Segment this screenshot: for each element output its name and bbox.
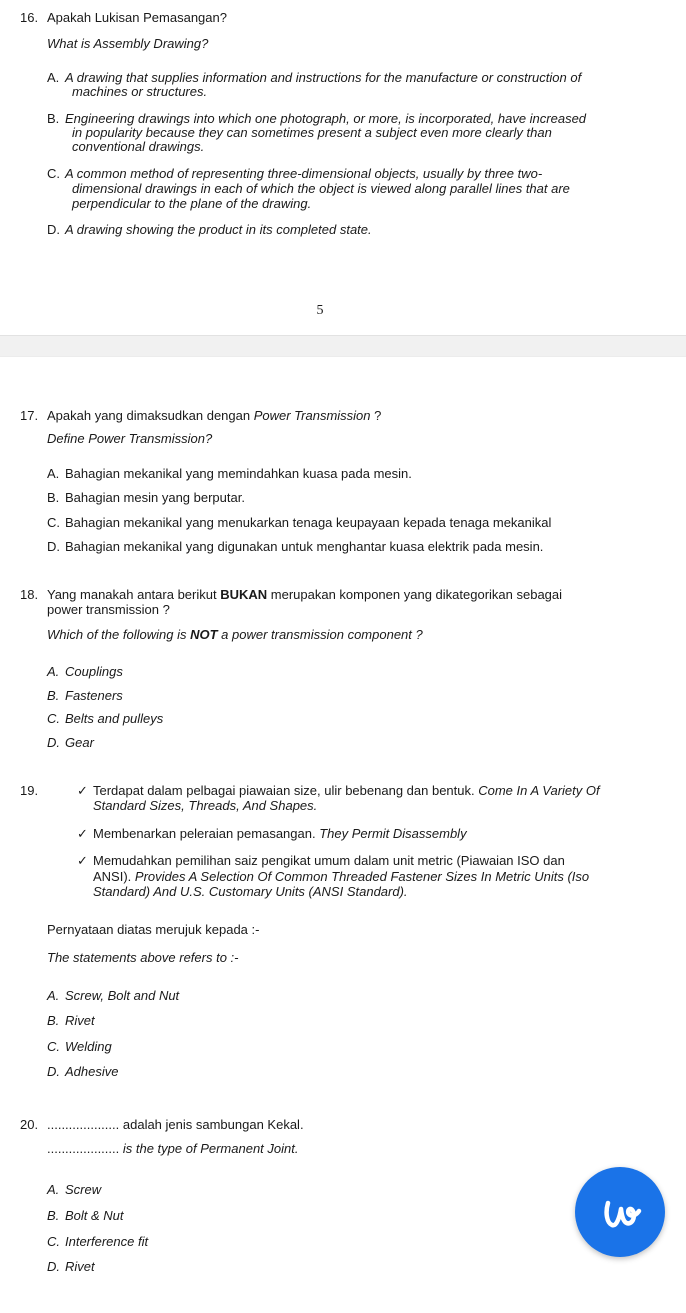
q20-malay: .................... adalah jenis sambungan Kekal. [47, 1117, 304, 1132]
q18-malay: Yang manakah antara berikut BUKAN merupakan komponen yang dikategorikan sebagai [47, 587, 563, 602]
q19-option-d: D. Adhesive [47, 1064, 119, 1079]
q16-option-b-line2: in popularity because they can sometimes present a subject even more clearly than [72, 125, 552, 140]
q18-option-d: D. Gear [47, 735, 94, 750]
q17-option-a: A. Bahagian mekanikal yang memindahkan kuasa pada mesin. [47, 466, 412, 481]
q16-option-b: B. Engineering drawings into which one photograph, or more, is incorporated, have increased [47, 111, 587, 126]
q17-malay: Apakah yang dimaksudkan dengan Power Transmission ? [47, 408, 382, 423]
q20-number: 20. [20, 1117, 39, 1132]
q16-option-a-line2: machines or structures. [72, 84, 208, 99]
q20-option-c: C. Interference fit [47, 1234, 149, 1249]
q16-option-c: C. A common method of representing three-dimensional objects, usually by three two- [47, 166, 543, 181]
q16-option-c-line3: perpendicular to the plane of the drawing. [72, 196, 312, 211]
q17-english: Define Power Transmission? [47, 431, 213, 446]
q20-option-b: B. Bolt & Nut [47, 1208, 124, 1223]
q16-option-b-line3: conventional drawings. [72, 139, 205, 154]
q19-option-c: C. Welding [47, 1039, 112, 1054]
q16-option-c-line2: dimensional drawings in each of which the object is viewed along parallel lines that are [72, 181, 570, 196]
q17-number: 17. [20, 408, 39, 423]
q19-statement-2: ✓ Membenarkan peleraian pemasangan. They Permit Disassembly [77, 826, 467, 841]
q18-option-b: B. Fasteners [47, 688, 123, 703]
q19-malay-question: Pernyataan diatas merujuk kepada :- [47, 922, 260, 937]
q18-malay-line2: power transmission ? [47, 602, 170, 617]
q19-statement-3-line3: Standard) And U.S. Customary Units (ANSI Standard). [93, 884, 408, 899]
q19-option-a: A. Screw, Bolt and Nut [47, 988, 180, 1003]
q19-english-question: The statements above refers to :- [47, 950, 239, 965]
page-break [0, 335, 686, 357]
q18-option-c: C. Belts and pulleys [47, 711, 164, 726]
handwriting-fab-button[interactable] [575, 1167, 665, 1257]
q19-statement-1-line2: Standard Sizes, Threads, And Shapes. [93, 798, 318, 813]
answer-blank: .................... [47, 1117, 120, 1132]
q17-option-c: C. Bahagian mekanikal yang menukarkan tenaga keupayaan kepada tenaga mekanikal [47, 515, 552, 530]
q18-english: Which of the following is NOT a power transmission component ? [47, 627, 423, 642]
q19-statement-3: ✓ Memudahkan pemilihan saiz pengikat umum dalam unit metric (Piawaian ISO dan [77, 853, 565, 868]
q20-option-a: A. Screw [47, 1182, 102, 1197]
q16-option-a: A. A drawing that supplies information and instructions for the manufacture or construction of [47, 70, 582, 85]
page-number: 5 [316, 303, 324, 318]
q19-statement-3-line2: ANSI). Provides A Selection Of Common Threaded Fastener Sizes In Metric Units (Iso [93, 869, 590, 884]
check-icon: ✓ [77, 826, 88, 841]
q17-option-b: B. Bahagian mesin yang berputar. [47, 490, 245, 505]
check-icon: ✓ [77, 853, 88, 868]
q16-number: 16. [20, 10, 39, 25]
answer-blank: .................... [47, 1141, 120, 1156]
q17-option-d: D. Bahagian mekanikal yang digunakan untuk menghantar kuasa elektrik pada mesin. [47, 539, 544, 554]
check-icon: ✓ [77, 783, 88, 798]
q16-english: What is Assembly Drawing? [47, 36, 209, 51]
q16-option-d: D. A drawing showing the product in its completed state. [47, 222, 372, 237]
q20-option-d: D. Rivet [47, 1259, 95, 1274]
q20-english: .................... is the type of Permanent Joint. [47, 1141, 299, 1156]
q19-statement-1: ✓ Terdapat dalam pelbagai piawaian size, ulir bebenang dan bentuk. Come In A Variety Of [77, 783, 600, 798]
q18-number: 18. [20, 587, 39, 602]
handwriting-icon [575, 1167, 665, 1257]
q19-option-b: B. Rivet [47, 1013, 95, 1028]
q18-option-a: A. Couplings [47, 664, 123, 679]
q19-number: 19. [20, 783, 39, 798]
q16-malay: Apakah Lukisan Pemasangan? [47, 10, 227, 25]
